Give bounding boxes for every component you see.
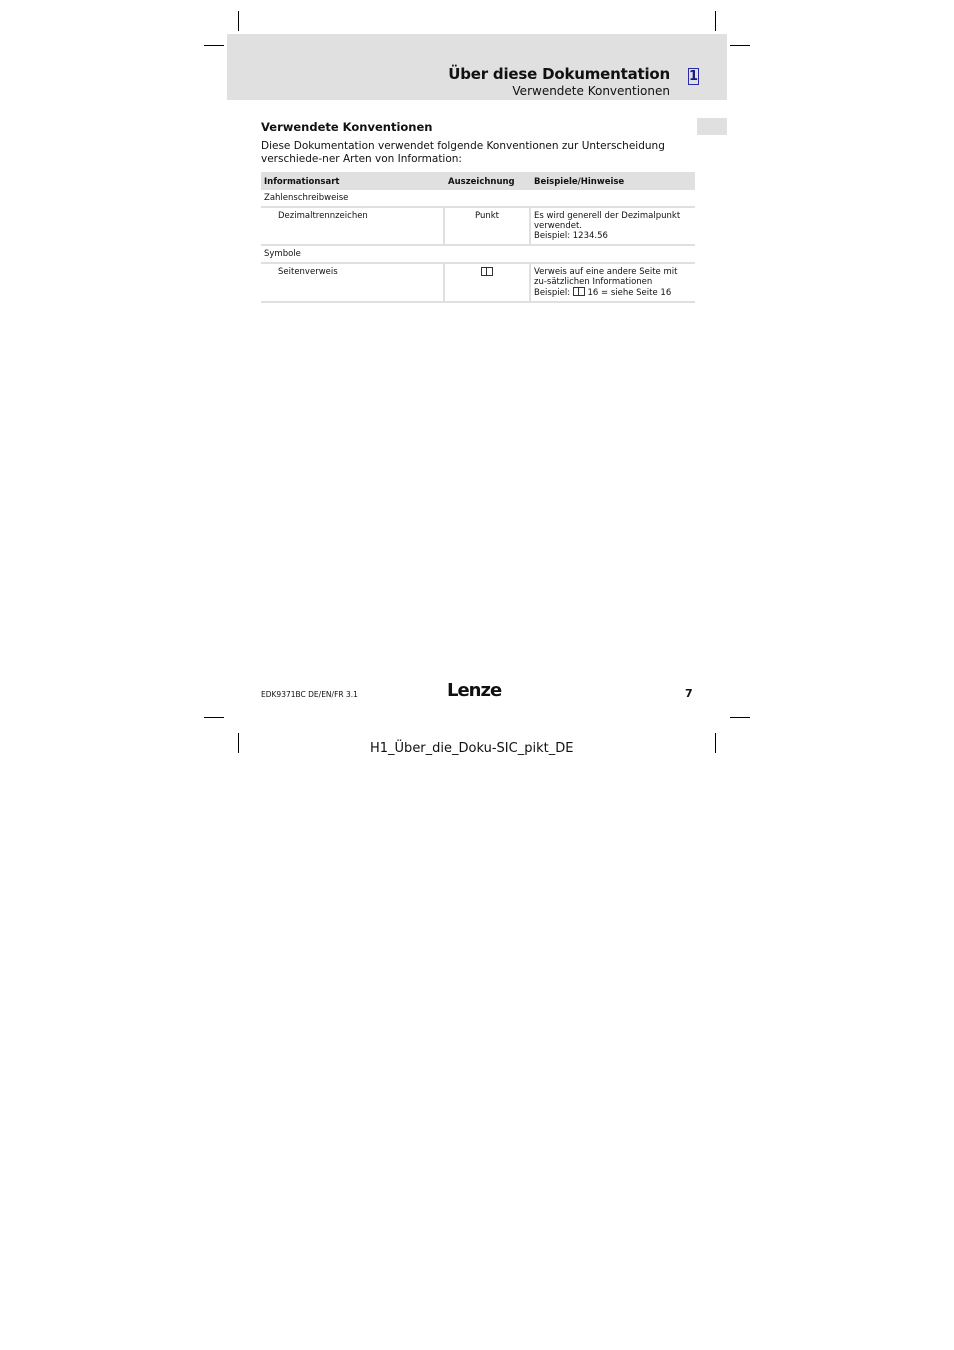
column-header: Auszeichnung [444,172,530,190]
table-header-row [261,172,695,190]
cell-example [530,263,695,302]
book-icon [481,267,493,276]
example-prefix: Beispiel: [534,288,571,298]
intro-paragraph: Diese Dokumentation verwendet folgende Konventionen zur Unterscheidung verschiede-ner Arten von Information: [261,140,665,165]
section-heading: Verwendete Konventionen [261,120,433,134]
crop-mark [238,733,239,753]
chapter-number-link[interactable]: 1 [689,69,699,84]
column-header: Beispiele/Hinweise [530,172,695,190]
file-label: H1_Über_die_Doku-SIC_pikt_DE [370,741,574,756]
chapter-title: Über diese Dokumentation [448,65,670,83]
side-tab-marker [697,118,727,135]
cell-marking [444,263,530,302]
example-line: Es wird generell der Dezimalpunkt verwendet. [534,211,681,231]
lenze-logo: Lenze [447,680,502,701]
example-line: Verweis auf eine andere Seite mit zu-sätzlichen Informationen [534,267,678,287]
conventions-table [261,172,695,303]
cell-marking: Punkt [444,207,530,245]
book-icon [573,287,585,296]
page-number: 7 [685,687,693,700]
example-suffix: 16 = siehe Seite 16 [587,288,672,298]
example-line [534,287,692,298]
group-label: Symbole [261,245,695,263]
crop-mark [715,11,716,31]
page-header [227,34,727,100]
table-row [261,207,695,245]
example-line: Beispiel: 1234.56 [534,231,608,241]
crop-mark [715,733,716,753]
cell-type: Seitenverweis [261,263,444,302]
chapter-subtitle: Verwendete Konventionen [512,84,670,98]
crop-mark [204,45,224,46]
cell-example [530,207,695,245]
crop-mark [204,717,224,718]
document-code: EDK9371BC DE/EN/FR 3.1 [261,690,358,699]
crop-mark [730,45,750,46]
column-header: Informationsart [261,172,444,190]
group-row [261,245,695,263]
group-label: Zahlenschreibweise [261,190,695,207]
crop-mark [238,11,239,31]
table-row [261,263,695,302]
crop-mark [730,717,750,718]
cell-type: Dezimaltrennzeichen [261,207,444,245]
group-row [261,190,695,207]
